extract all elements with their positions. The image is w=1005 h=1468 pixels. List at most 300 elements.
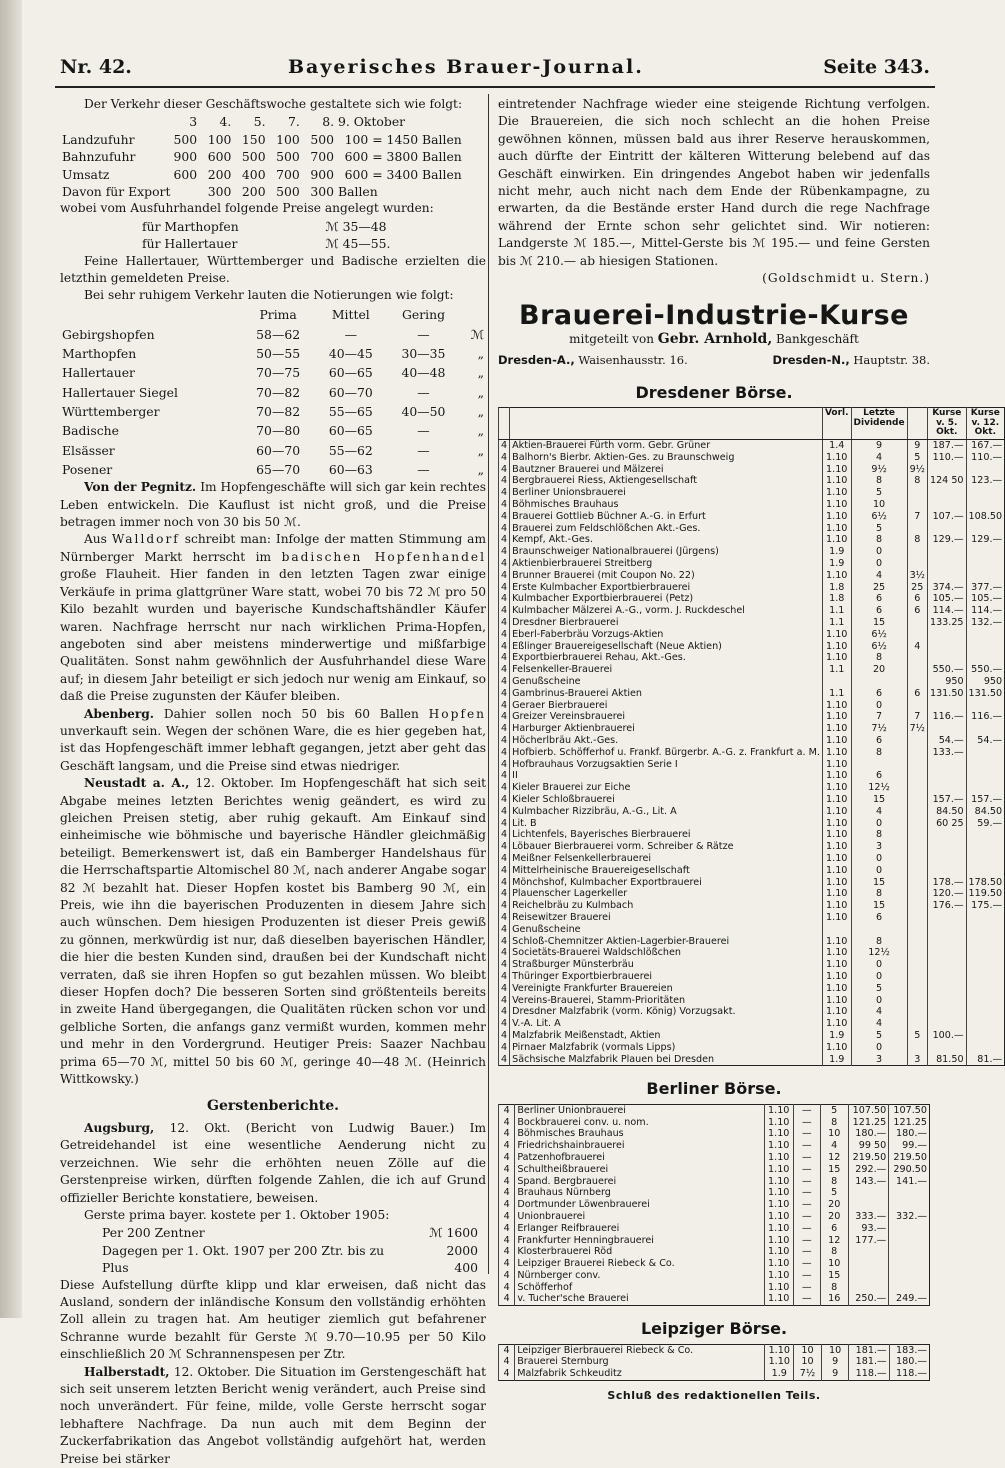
company-name: Böhmisches Brauhaus xyxy=(515,1128,765,1140)
dividend-last xyxy=(907,546,927,558)
dividend-prev: 10 xyxy=(851,499,907,511)
price-oct-12 xyxy=(966,723,1005,735)
price-oct-5 xyxy=(927,924,966,936)
company-name: Gambrinus-Brauerei Aktien xyxy=(510,688,823,700)
stock-row xyxy=(499,570,1005,582)
dividend-date: 1.10 xyxy=(822,900,851,912)
company-name: Thüringer Exportbierbrauerei xyxy=(510,971,823,983)
company-name: Mittelrheinische Brauereigesellschaft xyxy=(510,865,823,877)
calc-row xyxy=(100,1259,480,1276)
dividend-last: 7½ xyxy=(907,723,927,735)
interest-rate: 4 xyxy=(499,747,510,759)
traffic-value: 700 xyxy=(310,149,335,165)
company-name: Dresdner Malzfabrik (vorm. König) Vorzugsakt. xyxy=(510,1006,823,1018)
price-oct-5: 180.— xyxy=(848,1128,889,1140)
company-name: Schloß-Chemnitzer Aktien-Lagerbier-Brauerei xyxy=(510,936,823,948)
neustadt-signature: (Heinrich Wittkowsky.) xyxy=(60,1054,486,1087)
quote-mittel: 60—70 xyxy=(328,384,373,400)
price-oct-5: 84.50 xyxy=(927,806,966,818)
interest-rate: 4 xyxy=(499,947,510,959)
company-name: Brauhaus Nürnberg xyxy=(515,1187,765,1199)
col-dividende-label: Dividende xyxy=(853,417,905,428)
traffic-value: 500 xyxy=(241,149,266,165)
quote-unit: „ xyxy=(477,365,484,381)
calc-row xyxy=(100,1224,480,1241)
traffic-value: 600 xyxy=(344,166,369,182)
price-oct-12: 157.— xyxy=(966,794,1005,806)
price-oct-5: 110.— xyxy=(927,452,966,464)
dividend-last: 10 xyxy=(820,1128,848,1140)
interest-rate: 4 xyxy=(499,888,510,900)
quote-gering: 40—50 xyxy=(401,404,446,419)
stock-row xyxy=(499,664,1005,676)
dividend-prev: 8 xyxy=(851,534,907,546)
quote-unit: „ xyxy=(477,423,484,439)
company-name: Bockbrauerei conv. u. nom. xyxy=(515,1117,765,1129)
dividend-date: 1.10 xyxy=(765,1344,794,1356)
market-intro: Der Verkehr dieser Geschäftswoche gestaltete sich wie folgt: xyxy=(84,97,463,111)
company-name: Bautzner Brauerei und Mälzerei xyxy=(510,464,823,476)
price-oct-12: 183.— xyxy=(889,1344,929,1356)
interest-rate: 4 xyxy=(499,1246,515,1258)
stock-row xyxy=(499,888,1005,900)
dividend-last xyxy=(907,995,927,1007)
stock-row xyxy=(499,499,1005,511)
halberstadt-heading: Halberstadt, xyxy=(84,1364,170,1379)
calc-value: 400 xyxy=(454,1260,478,1276)
dividend-date: 1.10 xyxy=(822,782,851,794)
company-name: Friedrichshainbrauerei xyxy=(515,1140,765,1152)
quote-prima: 70—82 xyxy=(256,384,301,400)
dividend-prev: 8 xyxy=(851,829,907,841)
company-name: Böhmisches Brauhaus xyxy=(510,499,823,511)
price-oct-12: 219.50 xyxy=(889,1152,930,1164)
interest-rate: 4 xyxy=(499,1104,515,1116)
company-name: V.-A. Lit. A xyxy=(510,1018,823,1030)
company-name: Löbauer Bierbrauerei vorm. Schreiber & Rätze xyxy=(510,841,823,853)
dividend-last: 25 xyxy=(907,582,927,594)
quote-row xyxy=(60,383,486,402)
page-number: Seite 343. xyxy=(823,56,930,78)
company-name: II xyxy=(510,770,823,782)
interest-rate: 4 xyxy=(499,770,510,782)
stock-row xyxy=(499,511,1005,523)
price-oct-12 xyxy=(966,523,1005,535)
price-oct-12 xyxy=(966,995,1005,1007)
dividend-date: 1.10 xyxy=(822,841,851,853)
company-name: Aktien-Brauerei Fürth vorm. Gebr. Grüner xyxy=(510,440,823,452)
left-column xyxy=(60,96,486,1468)
stock-row xyxy=(499,759,1005,771)
dividend-date: 1.10 xyxy=(822,865,851,877)
interest-rate: 4 xyxy=(499,487,510,499)
price-oct-12: 180.— xyxy=(889,1128,930,1140)
price-oct-12 xyxy=(966,464,1005,476)
quote-row xyxy=(60,402,486,421)
price-oct-5: 133.— xyxy=(927,747,966,759)
stock-row xyxy=(499,582,1005,594)
dividend-last: 5 xyxy=(907,452,927,464)
traffic-row xyxy=(60,166,486,183)
dividend-last: 9 xyxy=(907,440,927,452)
company-name: Kieler Brauerei zur Eiche xyxy=(510,782,823,794)
price-oct-12: 180.— xyxy=(889,1356,929,1368)
dividend-last xyxy=(907,983,927,995)
quote-prima: 65—70 xyxy=(256,461,301,477)
walldorf-text: Aus xyxy=(84,532,107,547)
interest-rate: 4 xyxy=(499,983,510,995)
price-oct-12: 550.— xyxy=(966,664,1005,676)
dividend-date: 1.10 xyxy=(822,499,851,511)
traffic-value: 500 xyxy=(310,131,335,147)
stock-row xyxy=(499,711,1005,723)
price-oct-5 xyxy=(927,641,966,653)
dividend-prev: 20 xyxy=(851,664,907,676)
price-oct-12: 110.— xyxy=(966,452,1005,464)
dividend-last: 5 xyxy=(820,1187,848,1199)
col-prima: Prima xyxy=(259,307,297,323)
dividend-prev: 5 xyxy=(851,1030,907,1042)
stock-row xyxy=(499,629,1005,641)
company-name: Geraer Bierbrauerei xyxy=(510,700,823,712)
company-name: Hofbrauhaus Vorzugsaktien Serie I xyxy=(510,759,823,771)
calc-label: Per 200 Zentner xyxy=(102,1225,205,1241)
quote-mittel: 60—65 xyxy=(328,365,373,381)
quote-name: Hallertauer xyxy=(62,365,135,381)
dividend-prev: 10 xyxy=(794,1344,822,1356)
dividend-last xyxy=(907,818,927,830)
price-oct-12: 116.— xyxy=(966,711,1005,723)
paragraph-notierungen: Bei sehr ruhigem Verkehr lauten die Notierungen wie folgt: xyxy=(84,288,454,303)
price-oct-12: 332.— xyxy=(889,1211,930,1223)
interest-rate: 4 xyxy=(499,841,510,853)
stock-row xyxy=(499,641,1005,653)
company-name: Dresdner Bierbrauerei xyxy=(510,617,823,629)
company-name: Leipziger Brauerei Riebeck & Co. xyxy=(515,1258,765,1270)
price-oct-5 xyxy=(927,853,966,865)
stock-row xyxy=(499,865,1005,877)
dividend-prev: 6 xyxy=(851,735,907,747)
traffic-value: 600 xyxy=(344,149,369,165)
quote-prima: 70—82 xyxy=(256,404,301,419)
price-oct-12: 178.50 xyxy=(966,877,1005,889)
dividend-prev: — xyxy=(793,1187,820,1199)
dividend-last xyxy=(907,664,927,676)
company-name: Mönchshof, Kulmbacher Exportbrauerei xyxy=(510,877,823,889)
interest-rate: 4 xyxy=(499,759,510,771)
dividend-date: 1.10 xyxy=(822,853,851,865)
dividend-prev: 0 xyxy=(851,853,907,865)
dividend-date: 1.10 xyxy=(822,523,851,535)
calc-row xyxy=(100,1242,480,1259)
company-name: Leipziger Bierbrauerei Riebeck & Co. xyxy=(515,1344,765,1356)
price-oct-5 xyxy=(848,1199,889,1211)
company-name: Balhorn's Bierbr. Aktien-Ges. zu Braunschweig xyxy=(510,452,823,464)
dividend-date: 1.10 xyxy=(764,1140,793,1152)
address-n-street: Hauptstr. 38. xyxy=(853,353,930,368)
dividend-prev: 6 xyxy=(851,605,907,617)
dividend-date: 1.10 xyxy=(822,1018,851,1030)
stock-row xyxy=(499,1368,930,1380)
stock-row xyxy=(499,676,1005,688)
price-oct-12: 290.50 xyxy=(889,1164,930,1176)
export-label: für Hallertauer xyxy=(142,236,238,252)
dividend-date: 1.10 xyxy=(822,959,851,971)
dividend-prev: 3 xyxy=(851,841,907,853)
price-oct-12 xyxy=(889,1258,930,1270)
running-header xyxy=(60,56,930,82)
dividend-prev: 5 xyxy=(851,487,907,499)
price-oct-5: 333.— xyxy=(848,1211,889,1223)
interest-rate: 4 xyxy=(499,1344,515,1356)
dividend-last: 4 xyxy=(820,1140,848,1152)
interest-rate: 4 xyxy=(499,865,510,877)
stock-row xyxy=(499,475,1005,487)
dividend-last xyxy=(907,1042,927,1054)
stock-row xyxy=(499,1054,1005,1066)
dividend-last: 15 xyxy=(820,1270,848,1282)
company-name: Brauerei Sternburg xyxy=(515,1356,765,1368)
dividend-date: 1.10 xyxy=(822,464,851,476)
stock-row xyxy=(499,794,1005,806)
date-cell: 4. xyxy=(219,114,232,130)
dividend-prev: 3 xyxy=(851,1054,907,1066)
stock-row xyxy=(499,440,1005,452)
company-name: Greizer Vereinsbrauerei xyxy=(510,711,823,723)
dividend-date: 1.10 xyxy=(822,1042,851,1054)
price-oct-5: 550.— xyxy=(927,664,966,676)
dividend-last xyxy=(907,912,927,924)
price-oct-5 xyxy=(927,865,966,877)
price-oct-5 xyxy=(927,546,966,558)
quote-prima: 60—70 xyxy=(256,442,301,458)
stock-row xyxy=(499,617,1005,629)
quote-unit: „ xyxy=(477,442,484,458)
continued-signature: (Goldschmidt u. Stern.) xyxy=(762,271,930,286)
price-oct-12 xyxy=(889,1199,930,1211)
interest-rate: 4 xyxy=(499,641,510,653)
dividend-date: 1.10 xyxy=(822,971,851,983)
dividend-date: 1.10 xyxy=(764,1104,793,1116)
traffic-value: 100 xyxy=(276,131,300,147)
company-name: Felsenkeller-Brauerei xyxy=(510,664,823,676)
traffic-value: 700 xyxy=(276,166,300,182)
dividend-last xyxy=(907,558,927,570)
price-oct-12 xyxy=(966,959,1005,971)
traffic-value: 300 xyxy=(207,184,232,200)
price-oct-12: 167.— xyxy=(966,440,1005,452)
price-oct-5 xyxy=(848,1282,889,1294)
quote-gering: — xyxy=(417,384,430,400)
price-oct-12: 129.— xyxy=(966,534,1005,546)
company-name: Straßburger Münsterbräu xyxy=(510,959,823,971)
dividend-prev: — xyxy=(793,1246,820,1258)
quote-unit: „ xyxy=(477,384,484,400)
interest-rate: 4 xyxy=(499,877,510,889)
traffic-value: 300 xyxy=(310,184,335,200)
dividend-last xyxy=(907,629,927,641)
interest-rate: 4 xyxy=(499,1199,515,1211)
price-oct-12 xyxy=(966,499,1005,511)
stock-row xyxy=(499,924,1005,936)
export-price-row xyxy=(140,218,440,235)
price-oct-12: 81.— xyxy=(966,1054,1005,1066)
price-oct-5 xyxy=(927,983,966,995)
col-letzte: Letzte xyxy=(863,408,895,419)
interest-rate: 4 xyxy=(499,464,510,476)
stock-row xyxy=(499,1258,930,1270)
price-oct-12 xyxy=(889,1223,930,1235)
interest-rate: 4 xyxy=(499,711,510,723)
quote-name: Hallertauer Siegel xyxy=(62,384,178,400)
price-oct-12 xyxy=(966,971,1005,983)
walldorf-place: Walldorf xyxy=(111,532,180,547)
stock-row xyxy=(499,1246,930,1258)
traffic-value: 150 xyxy=(241,131,266,147)
interest-rate: 4 xyxy=(499,593,510,605)
berlin-table xyxy=(498,1104,930,1307)
price-oct-5 xyxy=(927,1018,966,1030)
price-oct-5 xyxy=(927,487,966,499)
kurse-addresses xyxy=(498,352,930,369)
dividend-date: 1.10 xyxy=(765,1356,794,1368)
stock-row xyxy=(499,900,1005,912)
stock-row xyxy=(499,1282,930,1294)
price-oct-12: 105.— xyxy=(966,593,1005,605)
address-a-city: Dresden-A., xyxy=(498,353,575,368)
price-oct-5: 219.50 xyxy=(848,1152,889,1164)
abenberg-text: Dahier sollen noch 50 bis 60 Ballen xyxy=(163,706,419,721)
dividend-prev: — xyxy=(793,1152,820,1164)
quote-mittel: 55—65 xyxy=(328,404,373,419)
augsburg-text-2: Diese Aufstellung dürfte klipp und klar erweisen, daß nicht das Ausland, sondern der inländische Konsum den vollständig erhöhten Zoll allein zu tragen hat. Am heutiger ziemlich gut befahrener Schranne wurde bezahlt für Gerste ℳ 9.70—10.95 per 50 Kilo einschließlich 20 ℳ Schrannenspesen per Ztr. xyxy=(60,1277,486,1362)
journal-title: Bayerisches Brauer-Journal. xyxy=(288,56,644,78)
augsburg-text: 12. Okt. (Bericht von Ludwig Bauer.) Im Getreidehandel ist eine wesentliche Aenderung nicht zu verzeichnen. Wie sehr die erhöhten neuen Zölle auf die Gerstenpreise wirken, dürften folgende Zahlen, die ich auf Grund offizieller Berichte konstatiere, beweisen. xyxy=(60,1120,486,1205)
dividend-last: 5 xyxy=(907,1030,927,1042)
company-name: Bergbrauerei Riess, Aktiengesellschaft xyxy=(510,475,823,487)
dividend-date: 1.10 xyxy=(764,1128,793,1140)
interest-rate: 4 xyxy=(499,688,510,700)
export-prices xyxy=(140,218,440,253)
export-price: ℳ 45—55. xyxy=(325,236,391,252)
dividend-last xyxy=(907,747,927,759)
dividend-last xyxy=(907,1006,927,1018)
dividend-prev: 6 xyxy=(851,912,907,924)
quote-row xyxy=(60,441,486,460)
dividend-last: 8 xyxy=(820,1246,848,1258)
price-oct-5 xyxy=(927,759,966,771)
price-oct-5 xyxy=(848,1187,889,1199)
dividend-date: 1.9 xyxy=(822,546,851,558)
stock-row xyxy=(499,700,1005,712)
company-name: Harburger Aktienbrauerei xyxy=(510,723,823,735)
price-oct-5 xyxy=(927,523,966,535)
stock-row xyxy=(499,487,1005,499)
neustadt-text: Im Hopfengeschäft hat sich seit Abgabe meines letzten Berichtes wenig geändert, es wird zu gleichen Preisen stetig, aber ruhig gekauft. Am Einkauf sind einheimische wie böhmische und bayerische Händler gleichmäßig beteiligt. Bemerkenswert ist, daß ein Bamberger Handelshaus für die Herrschaftspartie Altomischel 80 ℳ, nach anderer Angabe sogar 82 ℳ bezahlt hat. Dieser Hopfen kostet bis Bamberg 90 ℳ, ein Preis, wie ihn die bayerischen Produzenten in diesem Jahre sich auch wünschen. Dem hiesigen Produzenten ist dieser Preis gewiß zu gönnen, merkwürdig ist nur, daß dieselben bayerischen Händler, die hier die besten Kunden sind, draußen bei der Kundschaft nicht verraten, daß sie ihren Hopfen so gut bezahlen müssen. Wo bleibt dieser Hopfen doch? Die besseren Sorten sind größtenteils bereits in zweite Hand übergegangen, die Qualitäten rücken schon vor und gelbliche Sorten, die anfangs ganz vermißt wurden, kommen mehr und mehr in den Vordergrund. Heutiger Preis: Saazer Nachbau prima 65—70 ℳ, mittel 50 bis 60 ℳ, geringe 40—48 ℳ. xyxy=(60,776,487,1069)
dividend-last: 12 xyxy=(820,1152,848,1164)
stock-row xyxy=(499,1293,930,1305)
paragraph-hallertauer: Feine Hallertauer, Württemberger und Badische erzielten die letzthin gemeldeten Preise. xyxy=(60,253,486,286)
continued-text: eintretender Nachfrage wieder eine steigende Richtung verfolgen. Die Brauereien, die sich noch schlecht an die hohen Preise gewöhnen können, müssen bald aus ihrer Reserve herauskommen, auch dürfte der Eintritt der kälteren Witterung belebend auf das Geschäft einwirken. Ein dringendes Angebot haben wir jedenfalls nicht mehr, auch nicht nach dem Ende der Rübenkampagne, zu erwarten, da die Bestände erster Hand durch die rege Nachfrage während der Ernte schon sehr gelichtet sind. Wir notieren: Landgerste ℳ 185.—, Mittel-Gerste bis ℳ 195.— und feine Gersten bis ℳ 210.— ab hiesigen Stationen. xyxy=(498,97,930,268)
stock-row xyxy=(499,877,1005,889)
price-oct-5 xyxy=(927,912,966,924)
dividend-prev xyxy=(851,759,907,771)
company-name: Lichtenfels, Bayerisches Bierbrauerei xyxy=(510,829,823,841)
traffic-value: 600 xyxy=(173,166,198,182)
dividend-date: 1.10 xyxy=(822,570,851,582)
interest-rate: 4 xyxy=(499,959,510,971)
price-oct-5: 177.— xyxy=(848,1235,889,1247)
stock-row xyxy=(499,818,1005,830)
quote-row xyxy=(60,363,486,382)
dividend-prev: — xyxy=(793,1211,820,1223)
dividend-prev: 7½ xyxy=(794,1368,822,1380)
price-oct-5: 157.— xyxy=(927,794,966,806)
leipzig-table xyxy=(498,1344,930,1381)
interest-rate: 4 xyxy=(499,1282,515,1294)
company-name: Kulmbacher Exportbierbrauerei (Petz) xyxy=(510,593,823,605)
calc-title: Gerste prima bayer. kostete per 1. Oktober 1905: xyxy=(84,1207,390,1222)
price-oct-5 xyxy=(927,464,966,476)
dividend-last xyxy=(907,853,927,865)
company-name: Berliner Unionsbrauerei xyxy=(510,487,823,499)
col-mittel: Mittel xyxy=(331,307,370,323)
dividend-prev: 0 xyxy=(851,971,907,983)
dates-row xyxy=(60,113,486,130)
dividend-prev: 15 xyxy=(851,900,907,912)
stock-row xyxy=(499,770,1005,782)
price-oct-5 xyxy=(848,1258,889,1270)
quote-gering: — xyxy=(417,423,430,439)
dividend-prev: — xyxy=(793,1235,820,1247)
interest-rate: 4 xyxy=(499,1018,510,1030)
price-oct-5 xyxy=(848,1270,889,1282)
company-name: Eßlinger Brauereigesellschaft (Neue Aktien) xyxy=(510,641,823,653)
company-name: Brunner Brauerei (mit Coupon No. 22) xyxy=(510,570,823,582)
price-oct-12 xyxy=(966,924,1005,936)
calc-value: 2000 xyxy=(446,1242,478,1258)
traffic-value: 500 xyxy=(276,149,300,165)
dividend-prev: — xyxy=(793,1199,820,1211)
dividend-prev: 0 xyxy=(851,546,907,558)
dividend-prev: 0 xyxy=(851,818,907,830)
price-oct-5: 105.— xyxy=(927,593,966,605)
dividend-date: 1.10 xyxy=(822,912,851,924)
price-oct-5 xyxy=(927,936,966,948)
dividend-date: 1.8 xyxy=(822,582,851,594)
price-oct-12 xyxy=(889,1270,930,1282)
dividend-prev: 6½ xyxy=(851,629,907,641)
pegnitz-text: Im Hopfengeschäfte will sich gar kein rechtes Leben entwickeln. Die Kauflust ist nicht groß, und die Preise betragen immer noch von 30 bis 50 ℳ. xyxy=(60,480,487,530)
dividend-last xyxy=(907,735,927,747)
kurse-sub-prefix: mitgeteilt von xyxy=(569,331,654,346)
kurse-bank-name: Gebr. Arnhold, xyxy=(657,330,773,347)
stock-row xyxy=(499,1211,930,1223)
dividend-last xyxy=(907,841,927,853)
dividend-last xyxy=(907,959,927,971)
dividend-prev: 5 xyxy=(851,983,907,995)
dividend-last xyxy=(907,806,927,818)
dividend-date: 1.10 xyxy=(764,1282,793,1294)
company-name: Hofbierb. Schöfferhof u. Frankf. Bürgerbr. A.-G. z. Frankfurt a. M. xyxy=(510,747,823,759)
quote-row xyxy=(60,344,486,363)
interest-rate: 4 xyxy=(499,723,510,735)
price-oct-5 xyxy=(927,959,966,971)
dividend-date: 1.10 xyxy=(764,1258,793,1270)
interest-rate: 4 xyxy=(499,1368,515,1380)
company-name: Braunschweiger Nationalbrauerei (Jürgens) xyxy=(510,546,823,558)
interest-rate: 4 xyxy=(499,971,510,983)
